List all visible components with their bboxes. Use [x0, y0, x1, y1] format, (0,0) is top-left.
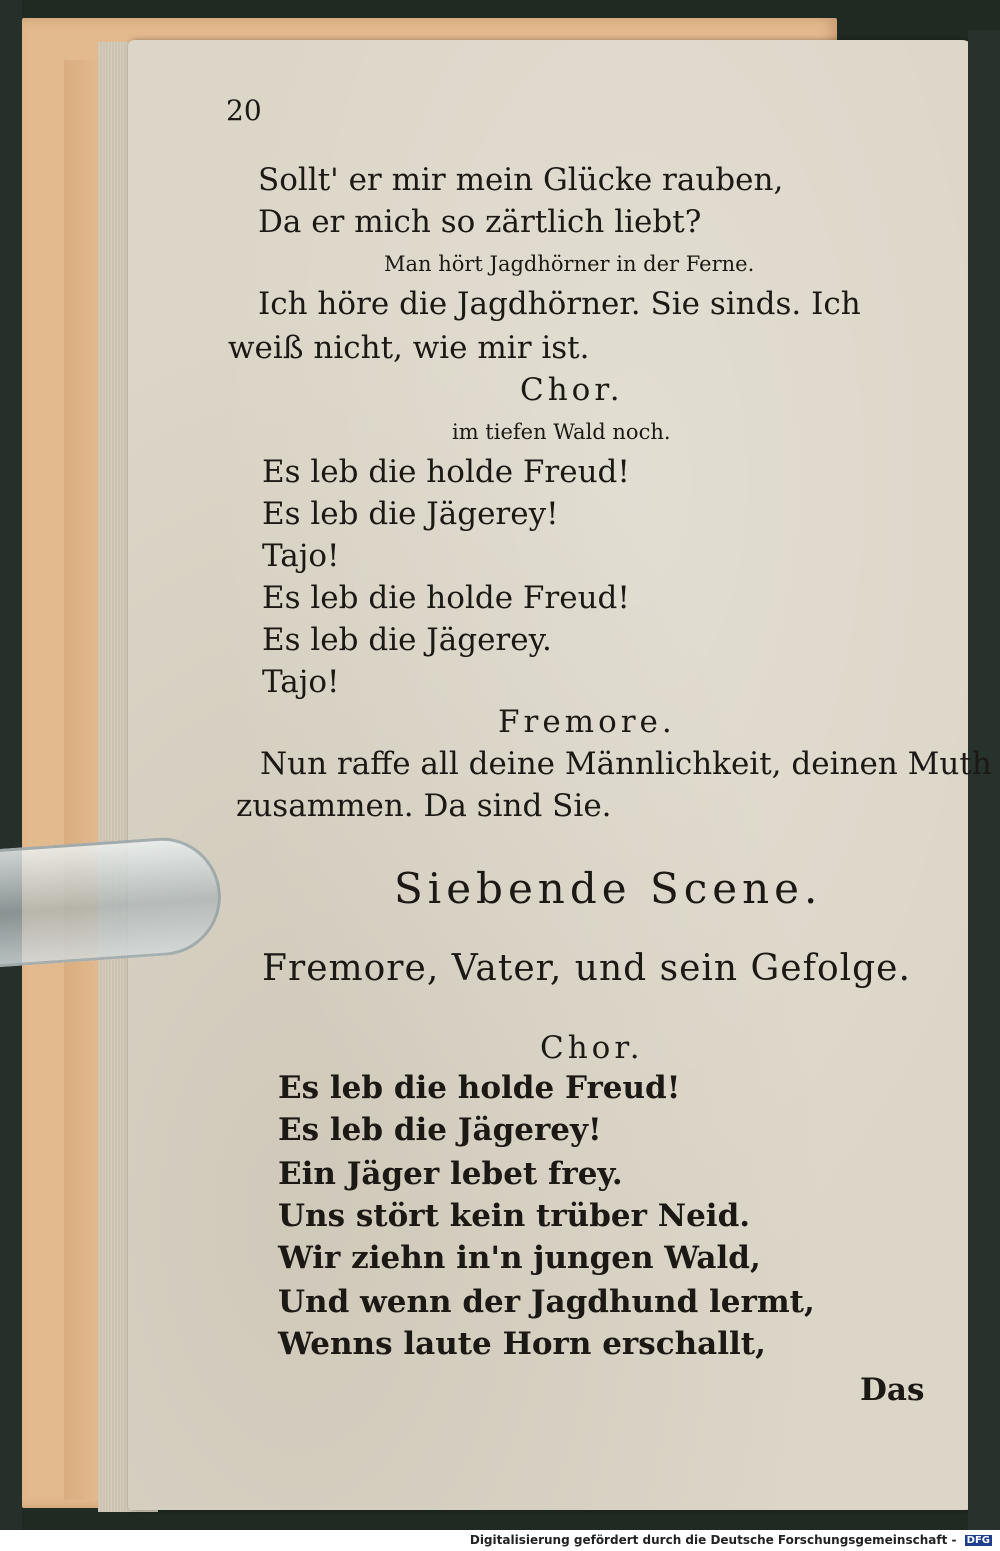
- scan-background-left: [0, 0, 22, 1530]
- credit-bar: [0, 1530, 1000, 1551]
- scene-heading: Siebende Scene.: [394, 864, 823, 913]
- verse-line: Uns stört kein trüber Neid.: [278, 1198, 751, 1234]
- verse-line: Es leb die Jägerey!: [278, 1112, 602, 1148]
- prose-line: zusammen. Da sind Sie.: [236, 788, 612, 824]
- verse-line: Und wenn der Jagdhund lermt,: [278, 1284, 815, 1320]
- verse-line: Da er mich so zärtlich liebt?: [258, 204, 702, 240]
- verse-line: Es leb die Jägerey.: [262, 622, 552, 658]
- dfg-logo: DFG: [966, 1535, 990, 1546]
- prose-line: Nun raffe all deine Männlichkeit, deinen Muth: [260, 746, 992, 782]
- verse-line: Es leb die holde Freud!: [278, 1070, 681, 1106]
- stage-direction: Man hört Jagdhörner in der Ferne.: [384, 252, 755, 276]
- speaker-name: Chor.: [520, 372, 624, 408]
- verse-line: Es leb die holde Freud!: [262, 454, 630, 490]
- speaker-name: Chor.: [540, 1030, 644, 1066]
- digitization-credit: [470, 1533, 992, 1547]
- catchword: Das: [860, 1372, 925, 1408]
- verse-line: Wir ziehn in'n jungen Wald,: [278, 1240, 761, 1276]
- prose-line: weiß nicht, wie mir ist.: [228, 330, 590, 366]
- cast-list: Fremore, Vater, und sein Gefolge.: [262, 948, 911, 989]
- speaker-name: Fremore.: [498, 704, 676, 740]
- verse-line: Tajo!: [262, 664, 340, 700]
- verse-line: Es leb die holde Freud!: [262, 580, 630, 616]
- verse-line: Ein Jäger lebet frey.: [278, 1156, 623, 1192]
- verse-line: Tajo!: [262, 538, 340, 574]
- page-number: 20: [226, 94, 262, 127]
- prose-line: Ich höre die Jagdhörner. Sie sinds. Ich: [258, 286, 861, 322]
- verse-line: Es leb die Jägerey!: [262, 496, 559, 532]
- verse-line: Wenns laute Horn erschallt,: [278, 1326, 766, 1362]
- verse-line: Sollt' er mir mein Glücke rauben,: [258, 162, 784, 198]
- credit-text: Digitalisierung gefördert durch die Deutsche Forschungsgemeinschaft -: [469, 1533, 957, 1547]
- stage-direction: im tiefen Wald noch.: [452, 420, 671, 444]
